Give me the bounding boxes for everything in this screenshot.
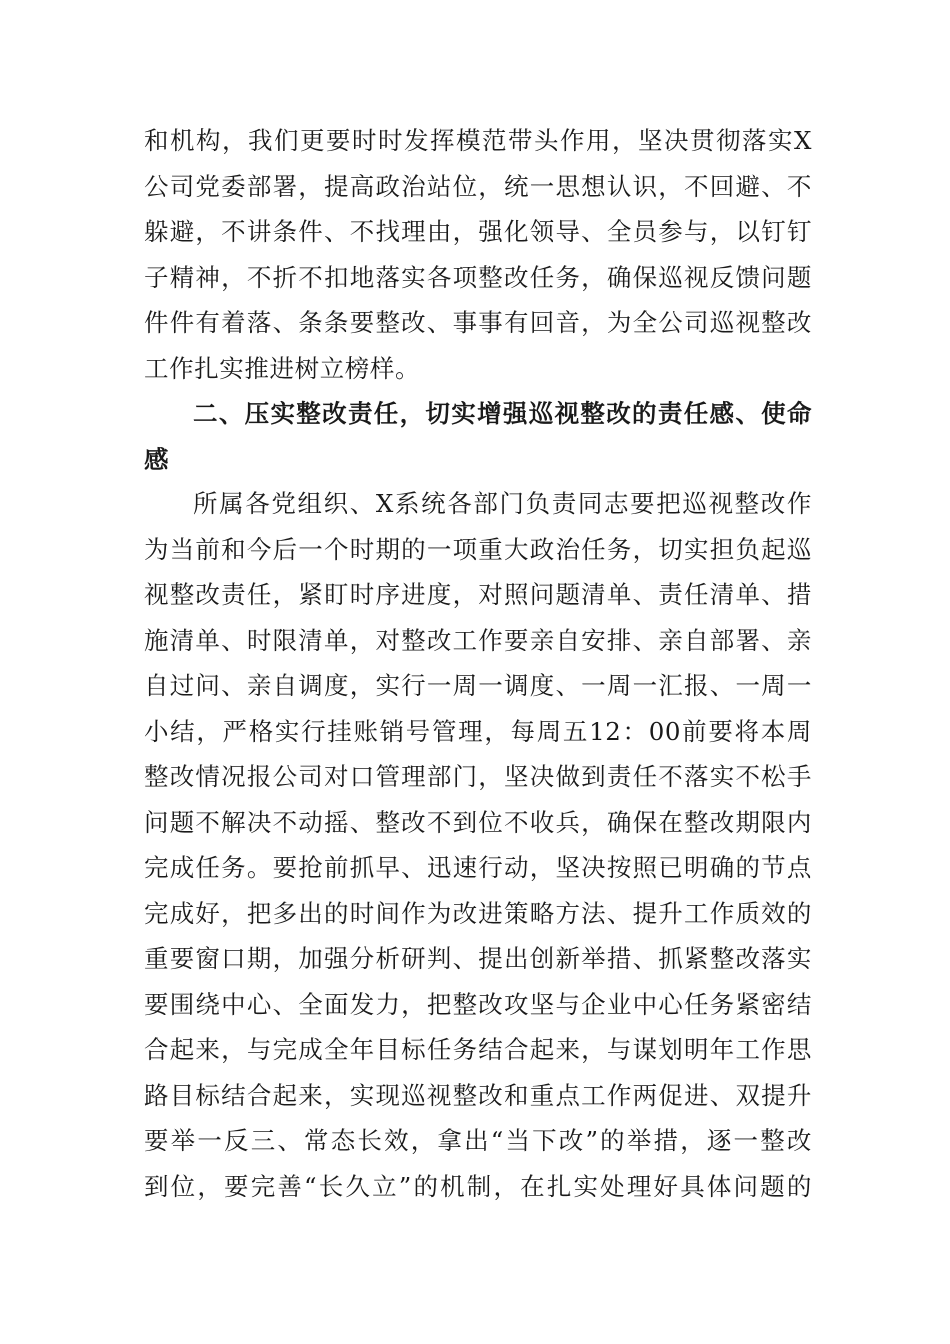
paragraph-line: 要围绕中心、全面发力，把整改攻坚与企业中心任务紧密结	[144, 989, 812, 1019]
paragraph-line: 完成好，把多出的时间作为改进策略方法、提升工作质效的	[144, 898, 812, 928]
paragraph-line: 和机构，我们更要时时发挥模范带头作用，坚决贯彻落实X	[144, 126, 812, 155]
paragraph-line: 小结，严格实行挂账销号管理，每周五12：00前要将本周	[144, 716, 812, 746]
paragraph-line: 完成任务。要抢前抓早、迅速行动，坚决按照已明确的节点	[144, 853, 812, 882]
paragraph-line: 工作扎实推进树立榜样。	[144, 353, 421, 383]
section-heading-2	[144, 391, 812, 482]
paragraph-line: 要举一反三、常态长效，拿出“当下改”的举措，逐一整改	[144, 1126, 812, 1155]
paragraph-line: 到位，要完善“长久立”的机制，在扎实处理好具体问题的	[144, 1171, 812, 1201]
paragraph-line: 施清单、时限清单，对整改工作要亲自安排、亲自部署、亲	[144, 625, 812, 655]
heading-line: 二、压实整改责任，切实增强巡视整改的责任感、使命	[193, 399, 812, 428]
paragraph-line: 件件有着落、条条要整改、事事有回音，为全公司巡视整改	[144, 308, 812, 337]
paragraph-line: 重要窗口期，加强分析研判、提出创新举措、抓紧整改落实	[144, 944, 812, 973]
paragraph-line: 公司党委部署，提高政治站位，统一思想认识，不回避、不	[144, 171, 812, 201]
paragraph-line: 躲避，不讲条件、不找理由，强化领导、全员参与，以钉钉	[144, 217, 812, 246]
paragraph-line: 所属各党组织、X系统各部门负责同志要把巡视整改作	[193, 489, 812, 518]
paragraph-line: 路目标结合起来，实现巡视整改和重点工作两促进、双提升	[144, 1080, 812, 1110]
paragraph-line: 自过问、亲自调度，实行一周一调度、一周一汇报、一周一	[144, 671, 812, 700]
paragraph-line: 合起来，与完成全年目标任务结合起来，与谋划明年工作思	[144, 1035, 812, 1064]
paragraph-2	[144, 481, 812, 1209]
paragraph-line: 为当前和今后一个时期的一项重大政治任务，切实担负起巡	[144, 534, 812, 564]
paragraph-1	[144, 118, 812, 391]
heading-line: 感	[144, 444, 169, 474]
paragraph-line: 问题不解决不动摇、整改不到位不收兵，确保在整改期限内	[144, 807, 812, 837]
paragraph-line: 视整改责任，紧盯时序进度，对照问题清单、责任清单、措	[144, 580, 812, 609]
paragraph-line: 子精神，不折不扣地落实各项整改任务，确保巡视反馈问题	[144, 262, 812, 292]
paragraph-line: 整改情况报公司对口管理部门，坚决做到责任不落实不松手	[144, 762, 812, 791]
